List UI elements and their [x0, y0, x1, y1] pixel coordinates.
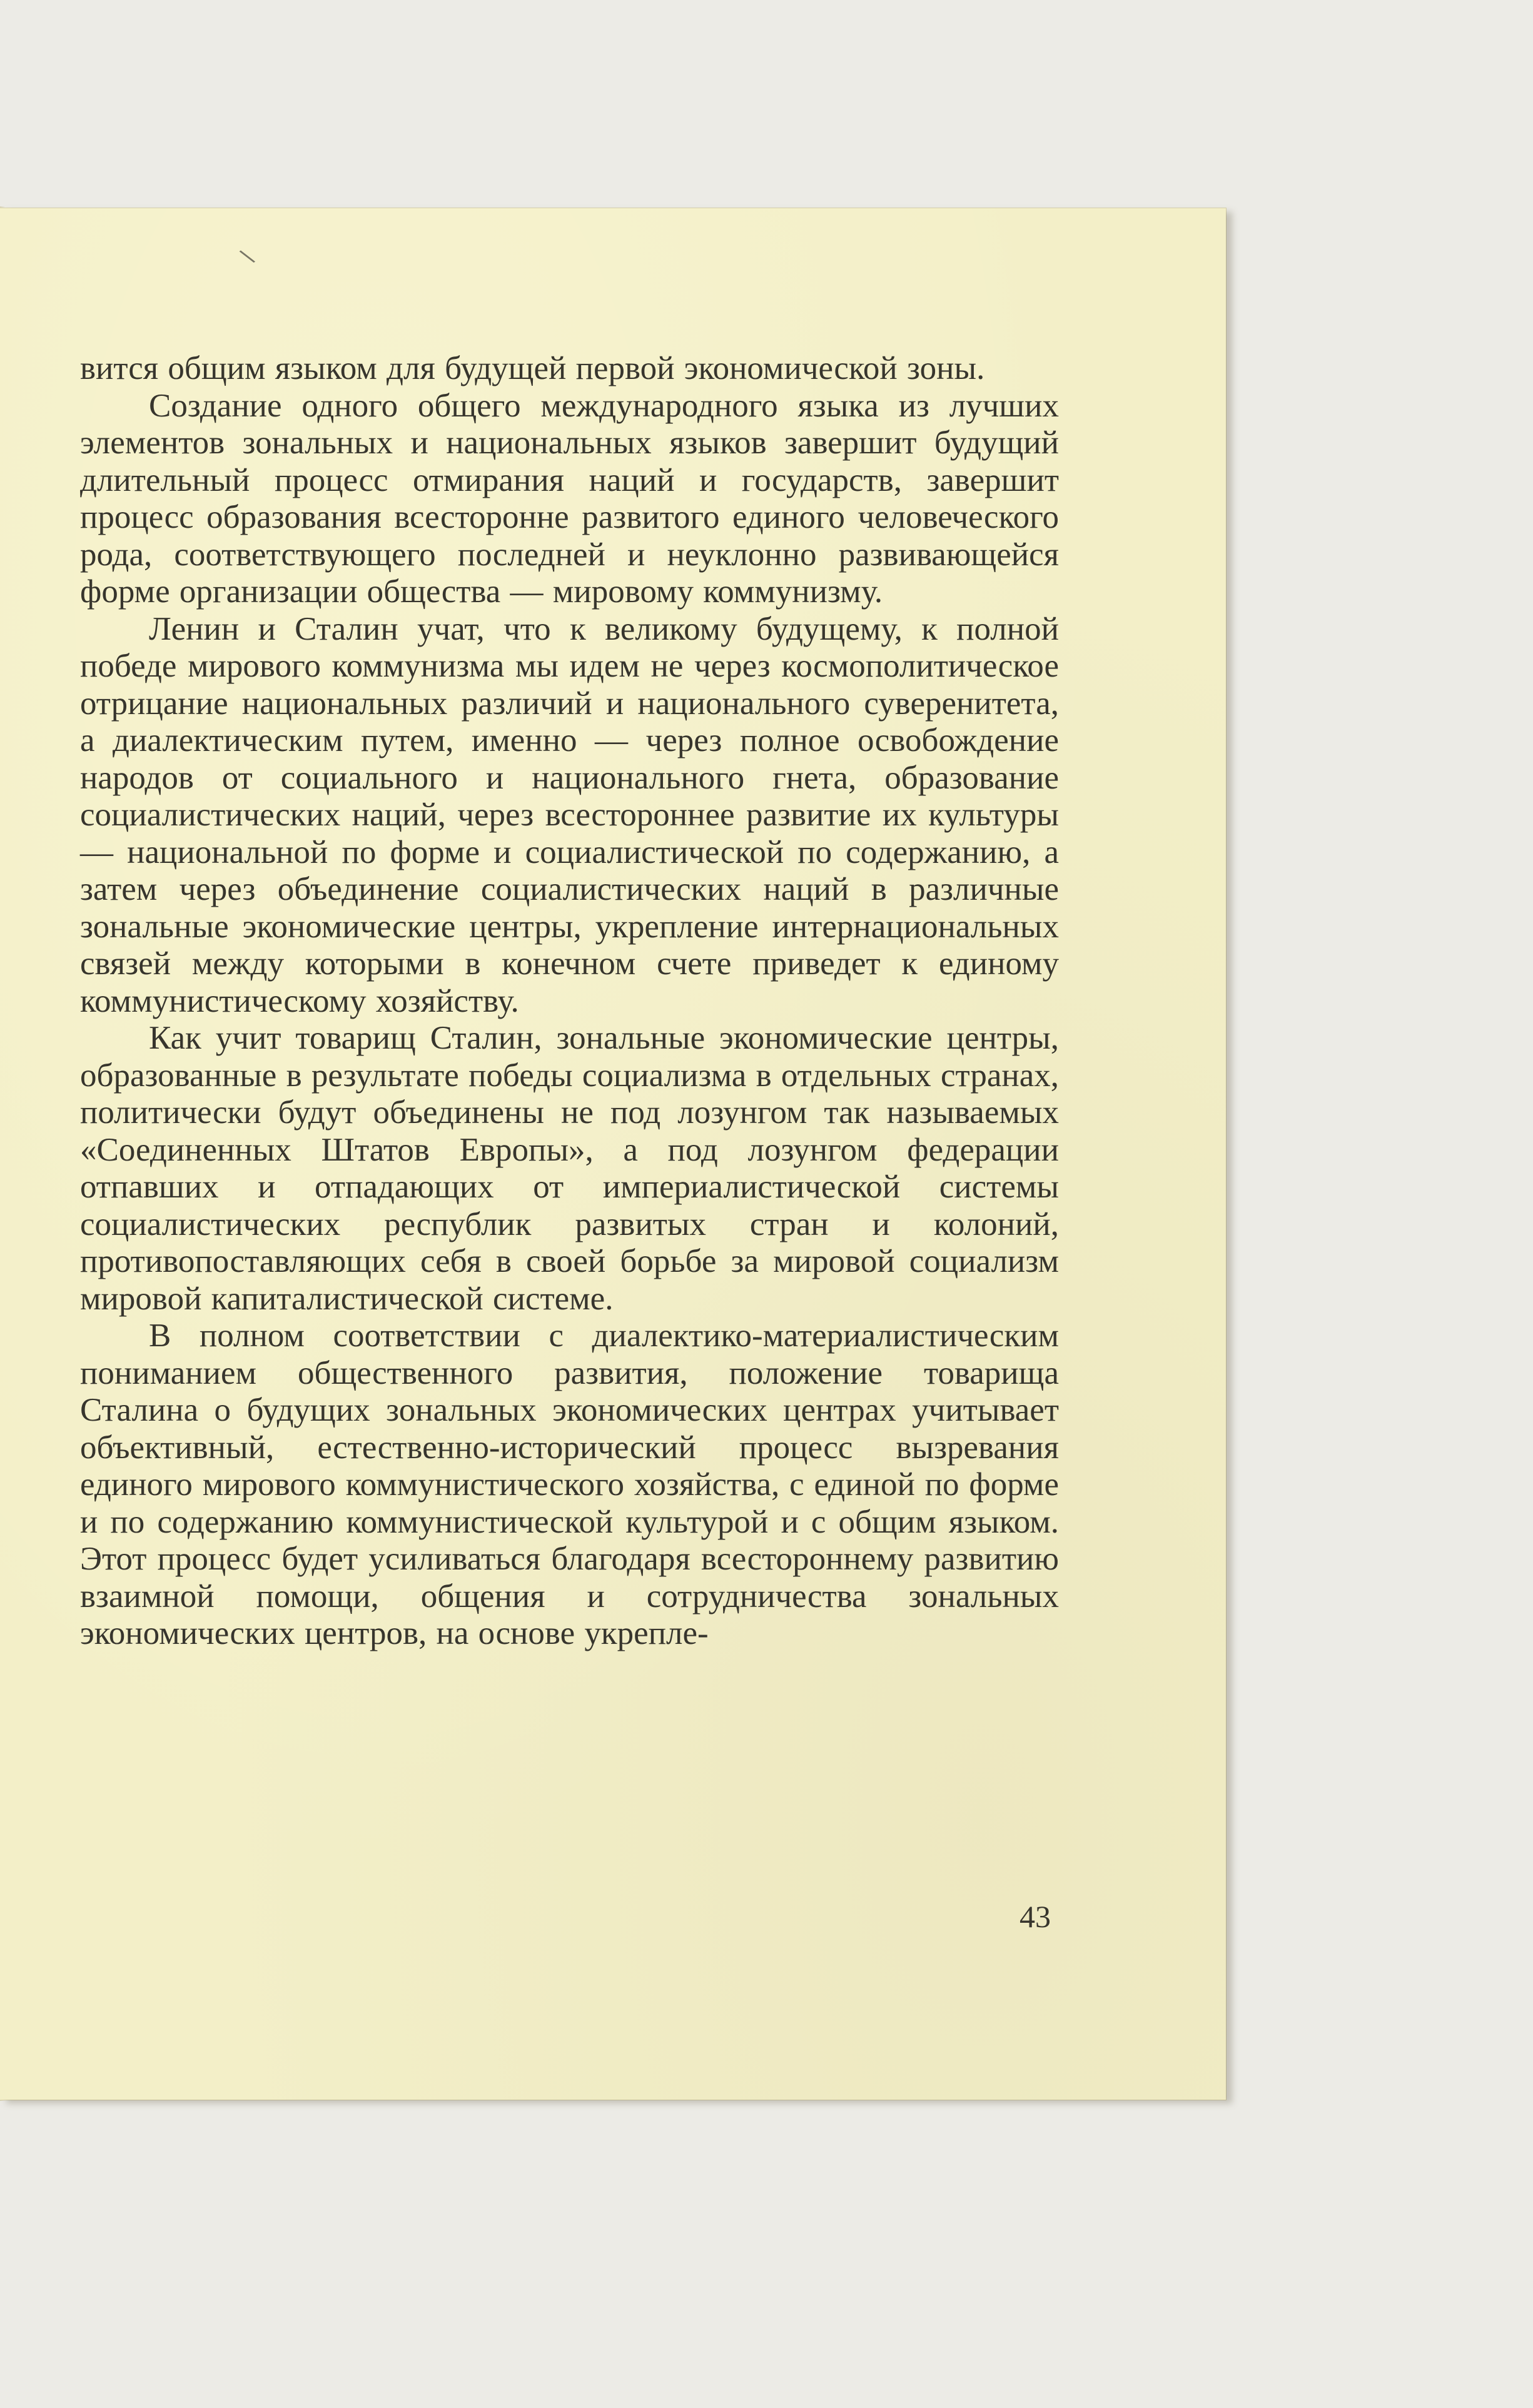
paragraph-continued: вится общим языком для будущей первой экономической зоны.	[80, 350, 985, 386]
pencil-mark: ∖	[235, 244, 260, 271]
paragraph-lenin-stalin-teach: Ленин и Сталин учат, что к великому будущему, к полной победе мирового коммунизма мы идем не через космополитическое отрицание национальных различий и национального суверенитета, а диалектическим путем, именно — через полное освобождение народов от социального и национального гнета, образование социалистических наций, через всестороннее развитие их культуры — национальной по форме и социалистической по содержанию, а затем через объединение социалистических наций в различные зональные экономические центры, укрепление интернациональных связей между которыми в конечном счете приведет к единому коммунистическому хозяйству.	[80, 610, 1059, 1019]
page-number: 43	[1019, 1899, 1051, 1934]
page-text	[80, 350, 1059, 1653]
paragraph-common-language: Создание одного общего международного языка из лучших элементов зональных и национальных языков завершит будущий длительный процесс отмирания наций и государств, завершит процесс образования всесторонне развитого единого человеческого рода, соответствующего последней и неуклонно развивающейся форме организации общества — мировому коммунизму.	[80, 387, 1059, 610]
paragraph-dialectical-materialism: В полном соответствии с диалектико-материалистическим пониманием общественного развития, положение товарища Сталина о будущих зональных экономических центрах учитывает объективный, естественно-исторический процесс вызревания единого мирового коммунистического хозяйства, с единой по форме и по содержанию коммунистической культурой и с общим языком. Этот процесс будет усиливаться благодаря всестороннему развитию взаимной помощи, общения и сотрудничества зональных экономических центров, на основе укрепле-	[80, 1317, 1059, 1651]
paragraph-zonal-centers: Как учит товарищ Сталин, зональные экономические центры, образованные в результате победы социализма в отдельных странах, политически будут объединены не под лозунгом так называемых «Соединенных Штатов Европы», а под лозунгом федерации отпавших и отпадающих от империалистической системы социалистических республик развитых стран и колоний, противопоставляющих себя в своей борьбе за мировой социализм мировой капиталистической системе.	[80, 1020, 1059, 1317]
